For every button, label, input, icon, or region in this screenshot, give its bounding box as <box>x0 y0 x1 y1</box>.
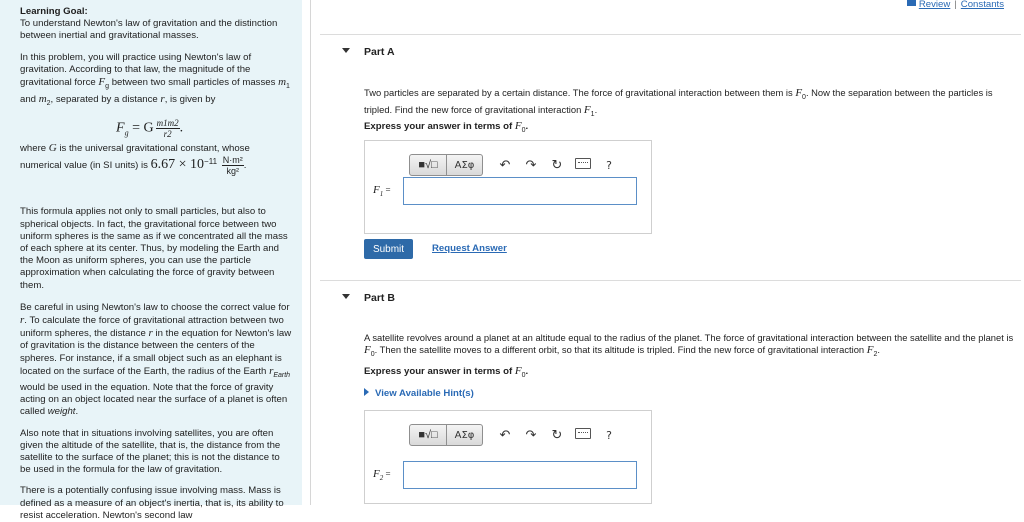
part-a-math-toolbar <box>409 154 621 176</box>
distance-text-b: . To calculate the force of gravitational attraction between two uniform spheres, the distance <box>20 315 284 340</box>
var-r-earth-sub: Earth <box>273 371 291 379</box>
var-m1: m <box>278 76 287 89</box>
distance-end: . <box>75 406 79 418</box>
review-icon <box>907 0 916 6</box>
weight-term: weight <box>47 406 76 418</box>
var-r3: r <box>148 327 153 340</box>
distance-text-d: would be used in the equation. Note that the force of gravity acting on an object located near the surface of a planet is often called <box>20 381 288 418</box>
greek-letters-icon[interactable]: ΑΣφ <box>447 424 483 446</box>
submit-button[interactable]: Submit <box>364 239 413 259</box>
view-hints-label: View Available Hint(s) <box>375 388 474 399</box>
formula-denominator: r2 <box>163 129 172 140</box>
part-a-var-f0-sub: 0 <box>802 93 806 101</box>
constant-exponent: −11 <box>204 157 218 167</box>
part-b-title: Part B <box>364 292 395 304</box>
part-divider <box>320 280 1021 281</box>
review-link[interactable]: Review <box>918 0 951 10</box>
goal-text: To understand Newton's law of gravitation and the distinction between inertial and gravitational masses. <box>20 18 278 42</box>
constant-paragraph <box>20 142 292 176</box>
intro-text-b: between two small particles of masses <box>109 77 279 89</box>
learning-goal-sidebar <box>0 0 302 521</box>
reset-icon[interactable]: ↻ <box>551 427 563 443</box>
part-b-express-var: F <box>514 365 522 377</box>
formula-numerator: m1m2 <box>156 118 179 129</box>
view-hints-link[interactable] <box>364 388 474 399</box>
request-answer-link[interactable]: Request Answer <box>432 243 507 254</box>
part-b-header[interactable] <box>342 292 395 304</box>
part-a-express-var-sub: 0 <box>521 126 526 134</box>
top-links <box>907 0 1004 10</box>
distance-text-a: Be careful in using Newton's law to choose the correct value for <box>20 301 290 313</box>
constant-unit <box>222 155 244 176</box>
formula-lhs-sub: g <box>124 128 129 138</box>
redo-icon[interactable]: ↷ <box>525 427 537 443</box>
part-b-question <box>364 332 1020 361</box>
mass-paragraph: There is a potentially confusing issue involving mass. Mass is defined as a measure of an object's inertia, that is, its ability to resist acceleration. Newton's second law <box>20 485 284 521</box>
constant-text-a: where <box>20 143 49 155</box>
var-m2-sub: 2 <box>46 100 51 108</box>
part-a-var-f0: F <box>795 87 803 99</box>
constants-link[interactable]: Constants <box>960 0 1004 10</box>
collapse-triangle-icon <box>342 48 350 53</box>
part-b-answer-input[interactable] <box>403 461 637 489</box>
formula-eq: = G <box>128 120 154 136</box>
var-m1-sub: 1 <box>286 82 290 90</box>
gravitation-formula <box>20 114 292 142</box>
part-b-answer-label <box>373 468 391 482</box>
part-b-label-sub: 2 <box>379 474 384 483</box>
constant-value: 6.67 × 10 <box>150 157 205 173</box>
var-r-earth: r <box>269 364 274 377</box>
formula-expression <box>116 118 183 140</box>
part-a-label-sub: 1 <box>379 190 384 199</box>
part-b-express-var-sub: 0 <box>521 371 526 379</box>
goal-paragraph <box>20 6 292 43</box>
expand-triangle-icon <box>364 388 369 396</box>
part-a-label-eq: = <box>383 185 391 195</box>
part-a-q-text-a: Two particles are separated by a certain distance. The force of gravitational interaction between them is <box>364 87 796 98</box>
var-r: r <box>160 93 165 106</box>
fraction-template-icon[interactable]: ■√□ <box>409 424 447 446</box>
part-a-var-f1: F <box>583 104 591 117</box>
keyboard-icon[interactable] <box>571 428 595 443</box>
distance-text-c: in the equation for Newton's law of gravitation is the distance between the centers of the spheres. For instance, if a small object such as an elephant is located on the surface of the Earth, the radius of the Earth <box>20 328 292 377</box>
part-b-var-f2-sub: 2 <box>873 351 878 359</box>
undo-icon[interactable]: ↶ <box>499 427 511 443</box>
spheres-paragraph: This formula applies not only to small particles, but also to spherical objects. In fact, the gravitational force between two uniform spheres is the same as if we concentrated all the mass of each sphere at its center. Thus, by modeling the Earth and the Moon as uniform spheres, you can use the particle approximation when calculating the force of gravity between them. <box>20 206 288 291</box>
part-a-title: Part A <box>364 46 395 58</box>
part-b-q-end: . <box>877 344 880 356</box>
part-a-question <box>364 87 1004 121</box>
help-icon[interactable]: ? <box>606 428 612 442</box>
intro-text-a: In this problem, you will practice using Newton's law of gravitation. According to that law, the magnitude of the gravitational force <box>20 51 252 89</box>
part-b-var-f0: F <box>364 344 371 357</box>
part-a-label-var: F <box>373 184 380 196</box>
formula-end: . <box>179 120 184 136</box>
fraction-template-icon[interactable]: ■√□ <box>409 154 447 176</box>
part-b-q-text-b: . Then the satellite moves to a different orbit, so that its altitude is tripled. Find the new force of gravitational interaction <box>374 344 867 356</box>
unit-numerator: N·m² <box>222 155 243 166</box>
part-a-header[interactable] <box>342 46 395 58</box>
part-b-answer-box <box>364 410 652 504</box>
column-divider <box>310 0 311 505</box>
constant-text-b: is the universal gravitational constant, whose numerical value (in SI units) is <box>20 143 250 172</box>
part-a-var-f1-sub: 1 <box>590 110 595 118</box>
part-a-express-end: . <box>525 121 529 132</box>
collapse-triangle-icon <box>342 294 350 299</box>
undo-icon[interactable]: ↶ <box>499 157 511 173</box>
distance-paragraph <box>20 302 292 419</box>
var-fg-sub: g <box>105 82 110 90</box>
var-fg: F <box>98 76 106 89</box>
link-separator: | <box>954 0 957 10</box>
help-icon[interactable]: ? <box>606 158 612 172</box>
part-b-express-end: . <box>525 366 529 377</box>
var-r2: r <box>20 314 25 327</box>
intro-text-and: and <box>20 94 39 106</box>
unit-denominator: kg² <box>226 166 239 177</box>
greek-letters-icon[interactable]: ΑΣφ <box>447 154 483 176</box>
part-b-label-var: F <box>373 468 380 480</box>
formula-lhs: F <box>116 120 125 136</box>
part-b-label-eq: = <box>383 469 391 479</box>
redo-icon[interactable]: ↷ <box>525 157 537 173</box>
part-a-express-text: Express your answer in terms of <box>364 121 515 132</box>
intro-text-c: , separated by a distance <box>50 94 161 106</box>
satellite-paragraph: Also note that in situations involving satellites, you are often given the altitude of the satellite, that is, the distance from the satellite to the surface of the planet; this is not the distance to be used in the formula for the law of gravitation. <box>20 427 281 476</box>
intro-text-d: , is given by <box>164 94 216 106</box>
part-a-answer-input[interactable] <box>403 177 637 205</box>
var-m2: m <box>38 93 47 106</box>
part-a-answer-box <box>364 140 652 234</box>
var-g: G <box>48 142 57 155</box>
part-a-express-var: F <box>514 120 522 132</box>
part-a-q-text-b: . Now the separation between the particles is tripled. Find the new force of gravitational interaction <box>364 87 993 116</box>
formula-fraction <box>156 118 180 139</box>
part-a-answer-label <box>373 184 391 198</box>
part-b-express-text: Express your answer in terms of <box>364 366 515 377</box>
goal-title: Learning Goal: <box>20 6 88 17</box>
part-a-q-end: . <box>594 104 598 116</box>
intro-paragraph <box>20 52 292 111</box>
constant-end: . <box>243 160 247 172</box>
part-b-var-f2: F <box>866 344 874 357</box>
part-b-express <box>364 365 528 379</box>
part-b-q-text-a: A satellite revolves around a planet at an altitude equal to the radius of the planet. The force of gravitational interaction between the satellite and the planet is <box>364 332 1014 343</box>
part-a-express <box>364 120 528 134</box>
part-b-math-toolbar <box>409 424 621 446</box>
part-b-var-f0-sub: 0 <box>370 351 375 359</box>
top-divider <box>320 34 1021 35</box>
reset-icon[interactable]: ↻ <box>551 157 563 173</box>
keyboard-icon[interactable] <box>571 158 595 173</box>
